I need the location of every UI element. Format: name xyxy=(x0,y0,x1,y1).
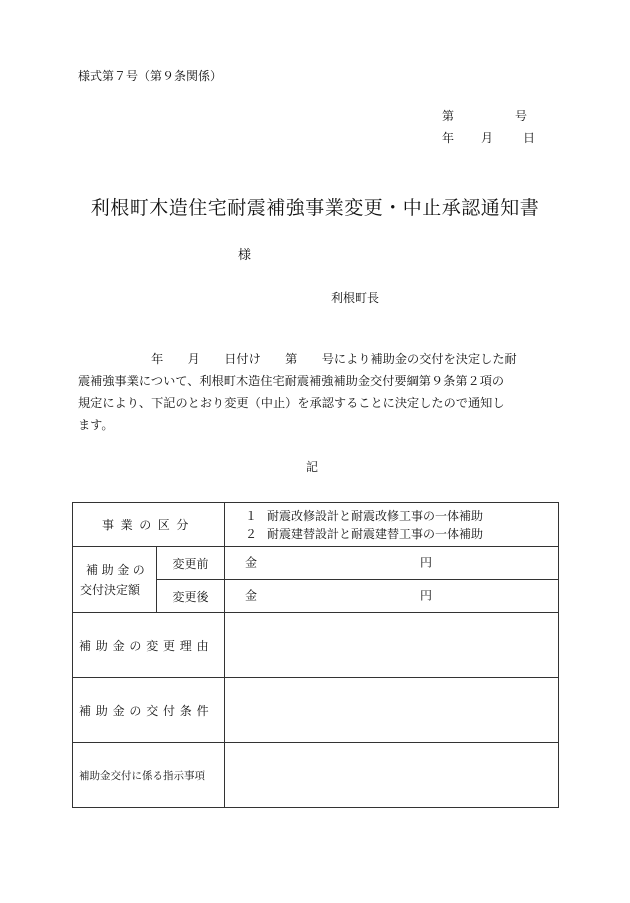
conditions-value-cell xyxy=(225,678,559,743)
category-option-number: １ xyxy=(245,508,258,523)
instructions-label-cell xyxy=(73,743,225,808)
category-option xyxy=(245,525,558,543)
currency-unit: 円 xyxy=(420,555,433,570)
form-number: 様式第７号（第９条関係） xyxy=(78,69,223,83)
currency-prefix: 金 xyxy=(245,588,258,603)
document-number-suffix: 号 xyxy=(515,109,528,123)
category-options-cell xyxy=(225,503,559,547)
date-day: 日 xyxy=(523,131,536,145)
body-line: 震補強事業について、利根町木造住宅耐震補強補助金交付要綱第９条第２項の xyxy=(78,374,505,388)
body-line: 年 月 日付け 第 号により補助金の交付を決定した耐 xyxy=(78,352,517,366)
instructions-label: 補助金交付に係る指示事項 xyxy=(79,769,205,782)
addressee: 様 xyxy=(238,248,252,263)
reason-row xyxy=(73,613,559,678)
currency-unit: 円 xyxy=(420,588,433,603)
amount-label-line2: 交付決定額 xyxy=(80,582,141,597)
instructions-value-cell xyxy=(225,743,559,808)
document-title: 利根町木造住宅耐震補強事業変更・中止承認通知書 xyxy=(90,197,540,219)
reason-label: 補助金の変更理由 xyxy=(79,638,214,653)
category-option xyxy=(245,507,558,525)
amount-label-line1: 補助金の xyxy=(86,562,149,577)
before-label: 変更前 xyxy=(172,556,209,571)
conditions-label: 補助金の交付条件 xyxy=(79,703,214,718)
instructions-row xyxy=(73,743,559,808)
document-number-prefix: 第 xyxy=(442,109,455,123)
after-label-cell xyxy=(157,580,225,613)
amount-label-cell xyxy=(73,547,157,613)
category-label: 事業の区分 xyxy=(102,518,196,532)
after-label: 変更後 xyxy=(172,589,209,604)
reason-value-cell xyxy=(225,613,559,678)
conditions-row xyxy=(73,678,559,743)
date-month: 月 xyxy=(481,131,494,145)
category-row xyxy=(73,503,559,547)
amount-before-row xyxy=(73,547,559,580)
reason-label-cell xyxy=(73,613,225,678)
category-option-text: 耐震改修設計と耐震改修工事の一体補助 xyxy=(267,508,484,523)
amount-before-cell xyxy=(225,547,559,580)
body-line: ます。 xyxy=(78,418,114,432)
body-text xyxy=(78,348,553,436)
category-label-cell xyxy=(73,503,225,547)
body-line: 規定により、下記のとおり変更（中止）を承認することに決定したので通知し xyxy=(78,396,505,410)
document-number xyxy=(442,107,528,124)
issuer: 利根町長 xyxy=(331,291,380,305)
category-option-number: ２ xyxy=(245,526,258,541)
ki-heading: 記 xyxy=(306,460,319,474)
currency-prefix: 金 xyxy=(245,555,258,570)
category-option-text: 耐震建替設計と耐震建替工事の一体補助 xyxy=(267,526,484,541)
before-label-cell xyxy=(157,547,225,580)
date-year: 年 xyxy=(442,131,455,145)
amount-after-cell xyxy=(225,580,559,613)
conditions-label-cell xyxy=(73,678,225,743)
form-table xyxy=(72,502,559,808)
